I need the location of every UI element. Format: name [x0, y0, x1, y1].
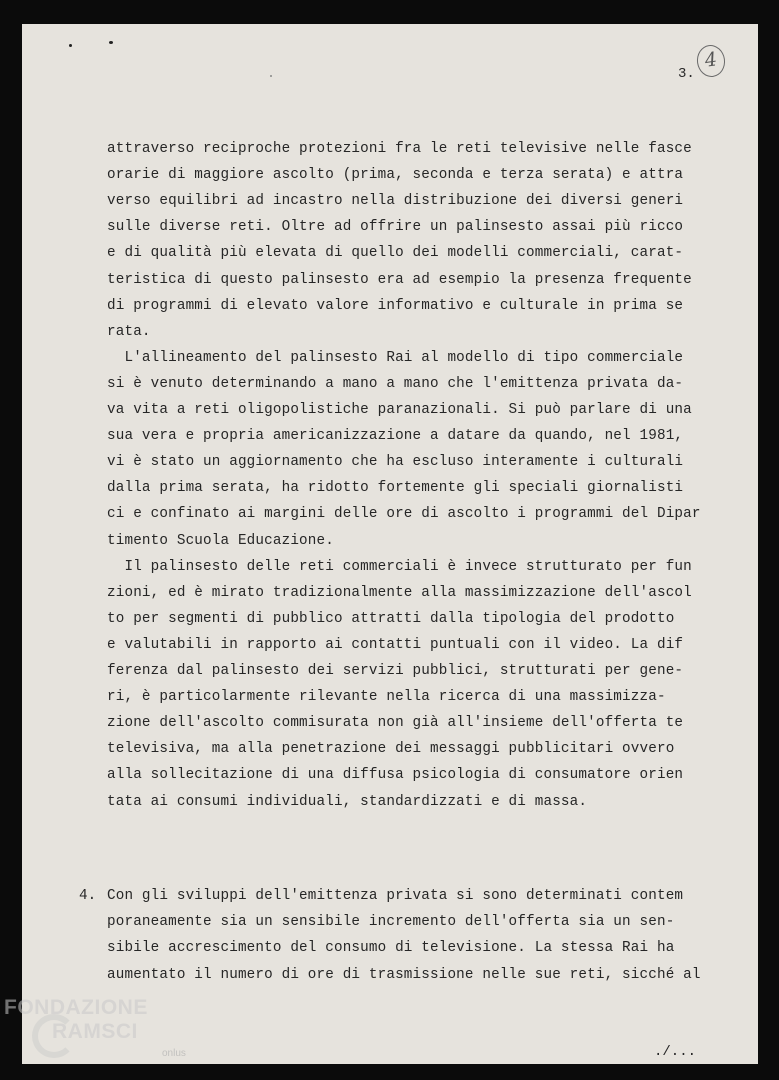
- text-line: L'allineamento del palinsesto Rai al modello di tipo commerciale: [107, 349, 684, 366]
- watermark-line-2: RAMSCI: [52, 1020, 138, 1043]
- ink-speck: [270, 75, 272, 77]
- section-text-line: sibile accrescimento del consumo di televisione. La stessa Rai ha: [107, 940, 675, 957]
- section-text-line: poraneamente sia un sensibile incremento dell'offerta sia un sen-: [107, 914, 675, 931]
- section-marker: 4.: [79, 888, 97, 904]
- text-line: e valutabili in rapporto ai contatti puntuali con il video. La dif: [107, 636, 684, 653]
- text-line: ferenza dal palinsesto dei servizi pubblici, strutturati per gene-: [107, 663, 684, 679]
- text-line: vi è stato un aggiornamento che ha escluso interamente i culturali: [107, 454, 684, 471]
- ink-speck: [69, 44, 72, 47]
- text-line: rata.: [107, 323, 151, 340]
- continuation-mark: ./...: [654, 1044, 697, 1060]
- text-line: teristica di questo palinsesto era ad esempio la presenza frequente: [107, 271, 692, 288]
- watermark-line-1: FONDAZIONE: [4, 996, 148, 1019]
- text-line: alla sollecitazione di una diffusa psicologia di consumatore orien: [107, 767, 684, 784]
- text-line: va vita a reti oligopolistiche paranazionali. Si può parlare di una: [107, 402, 692, 418]
- ink-speck: [109, 41, 113, 44]
- text-line: orarie di maggiore ascolto (prima, seconda e terza serata) e attra: [107, 167, 684, 184]
- section-text-line: aumentato il numero di ore di trasmissione nelle sue reti, sicché al: [107, 966, 701, 983]
- text-line: verso equilibri ad incastro nella distribuzione dei diversi generi: [107, 193, 684, 210]
- text-line: tata ai consumi individuali, standardizzati e di massa.: [107, 793, 588, 810]
- text-line: dalla prima serata, ha ridotto fortemente gli speciali giornalisti: [107, 480, 684, 497]
- text-line: e di qualità più elevata di quello dei modelli commerciali, carat-: [107, 245, 684, 262]
- text-line: di programmi di elevato valore informativo e culturale in prima se: [107, 297, 684, 314]
- page-number: 3.: [678, 66, 695, 82]
- text-line: zione dell'ascolto commisurata non già all'insieme dell'offerta te: [107, 715, 684, 732]
- text-line: Il palinsesto delle reti commerciali è invece strutturato per fun: [107, 558, 692, 575]
- text-line: televisiva, ma alla penetrazione dei messaggi pubblicitari ovvero: [107, 741, 675, 758]
- text-line: zioni, ed è mirato tradizionalmente alla massimizzazione dell'ascol: [107, 584, 692, 601]
- text-line: attraverso reciproche protezioni fra le reti televisive nelle fasce: [107, 141, 692, 157]
- text-line: ci e confinato ai margini delle ore di ascolto i programmi del Dipar: [107, 506, 701, 523]
- section-text-line: Con gli sviluppi dell'emittenza privata si sono determinati contem: [107, 888, 684, 904]
- text-line: ri, è particolarmente rilevante nella ricerca di una massimizza-: [107, 689, 666, 706]
- text-line: timento Scuola Educazione.: [107, 532, 334, 549]
- text-line: si è venuto determinando a mano a mano che l'emittenza privata da-: [107, 375, 684, 392]
- text-line: sua vera e propria americanizzazione a datare da quando, nel 1981,: [107, 428, 684, 445]
- text-line: sulle diverse reti. Oltre ad offrire un palinsesto assai più ricco: [107, 219, 684, 236]
- fondazione-gramsci-watermark: [4, 996, 204, 1078]
- watermark-onlus: onlus: [162, 1048, 186, 1059]
- handwritten-circled-number: 4: [695, 43, 727, 79]
- text-line: to per segmenti di pubblico attratti dalla tipologia del prodotto: [107, 610, 675, 627]
